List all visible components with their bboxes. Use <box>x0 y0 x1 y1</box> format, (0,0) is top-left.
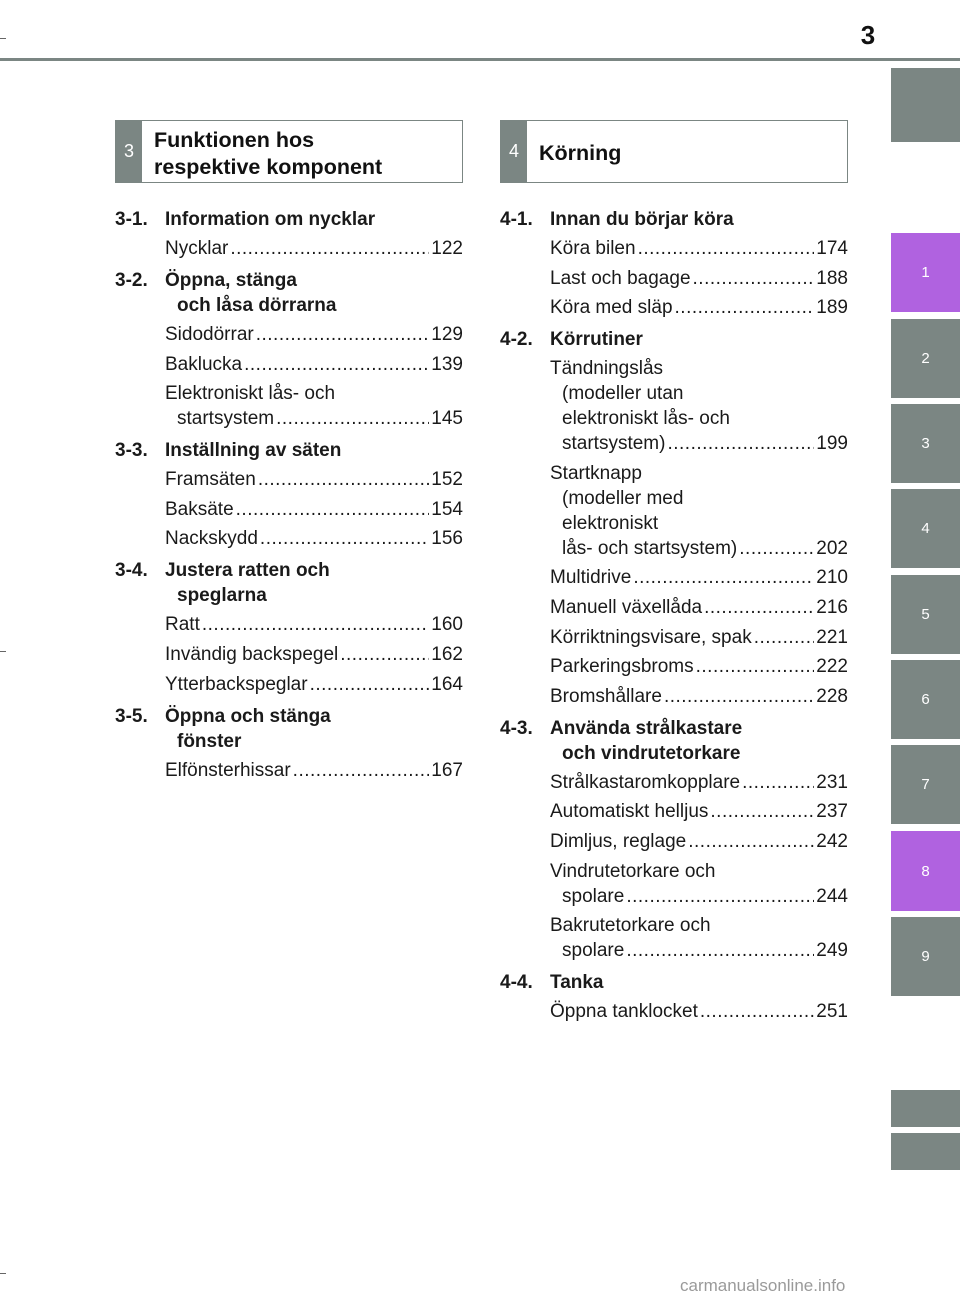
page-reference[interactable]: 251 <box>816 1001 848 1023</box>
toc-entry-text: (modeller utan <box>562 383 684 405</box>
toc-chapter[interactable] <box>500 716 848 766</box>
chapter-title-line: Använda strålkastare <box>550 717 743 739</box>
chapter-title-line: och låsa dörrarna <box>177 295 337 316</box>
chapter-title-line: Inställning av säten <box>165 440 342 462</box>
toc-entry[interactable] <box>550 461 848 561</box>
toc-chapter[interactable] <box>500 207 848 232</box>
toc-entry-text: (modeller med <box>562 487 684 509</box>
dot-leader <box>633 565 814 590</box>
dot-leader <box>667 431 814 456</box>
dot-leader <box>626 884 814 909</box>
toc-group <box>500 207 848 320</box>
page-reference[interactable]: 189 <box>816 297 848 319</box>
chapter-tab-5[interactable] <box>891 575 960 654</box>
chapter-title <box>165 207 463 232</box>
toc-entry-line <box>550 770 848 795</box>
toc-chapter[interactable] <box>115 438 463 463</box>
toc-entry-line <box>550 511 848 536</box>
toc-entry-text: lås- och startsystem) <box>562 537 738 559</box>
chapter-tab-label: 2 <box>921 350 930 367</box>
dot-leader <box>230 236 429 261</box>
dot-leader <box>693 266 815 291</box>
chapter-tab-6[interactable] <box>891 660 960 739</box>
toc-entry-text: Strålkastaromkopplare <box>550 771 741 793</box>
dot-leader <box>688 829 814 854</box>
toc-entry-text: Elektroniskt lås- och <box>165 383 336 405</box>
toc-entry[interactable] <box>550 236 848 261</box>
toc-entry-line <box>550 461 848 486</box>
chapter-number: 4-1. <box>500 209 533 230</box>
dot-leader <box>626 938 814 963</box>
toc-entry-text: startsystem <box>177 408 275 430</box>
toc-entry-text: elektroniskt lås- och <box>562 408 730 430</box>
page-reference[interactable]: 174 <box>816 238 848 259</box>
toc-entry[interactable] <box>550 913 848 963</box>
toc-group <box>500 970 848 1024</box>
section-title-line: Körning <box>539 141 622 165</box>
dot-leader <box>710 799 814 824</box>
toc-entry-text: Startknapp <box>550 462 642 484</box>
toc-entry-line <box>165 497 463 522</box>
toc-chapter[interactable] <box>115 704 463 754</box>
dot-leader <box>236 497 430 522</box>
dot-leader <box>293 758 430 783</box>
section-title-line: Funktionen hos <box>154 127 315 152</box>
section-title <box>527 121 631 182</box>
toc-chapter[interactable] <box>115 207 463 232</box>
toc-entry[interactable] <box>550 859 848 909</box>
toc-group <box>115 207 463 261</box>
page-reference[interactable]: 249 <box>816 940 848 962</box>
chapter-tab-label: 7 <box>921 776 930 793</box>
dot-leader <box>664 684 814 709</box>
toc-entry[interactable] <box>165 526 463 551</box>
chapter-title <box>165 704 463 754</box>
crop-mark <box>0 651 6 652</box>
page-reference[interactable]: 221 <box>816 626 848 648</box>
page-reference[interactable]: 188 <box>816 267 848 289</box>
chapter-number: 4-4. <box>500 972 533 994</box>
dot-leader <box>696 654 815 679</box>
toc-entry[interactable] <box>550 565 848 590</box>
page-reference[interactable]: 242 <box>816 830 848 852</box>
toc-entry-line <box>550 859 848 884</box>
toc-entry[interactable] <box>165 236 463 261</box>
chapter-tabs <box>891 0 960 1303</box>
page-reference[interactable]: 199 <box>816 433 848 455</box>
toc-entry-text: Elfönsterhissar <box>165 759 291 781</box>
chapter-title-line: Information om nycklar <box>165 209 376 230</box>
toc-entry-line <box>550 938 848 963</box>
toc-entry-line <box>550 799 848 824</box>
toc-entry-line <box>550 654 848 679</box>
toc-entry-line <box>550 565 848 590</box>
toc-entry-text: Ratt <box>165 614 200 636</box>
chapter-tab-label: 9 <box>921 948 930 965</box>
page-reference[interactable]: 244 <box>816 885 848 907</box>
dot-leader <box>675 295 815 320</box>
toc-entry-line <box>550 595 848 620</box>
toc-entry-line <box>550 913 848 938</box>
toc-entry-line <box>550 829 848 854</box>
toc-entry[interactable] <box>550 595 848 620</box>
dot-leader <box>754 625 815 650</box>
chapter-title <box>550 327 848 352</box>
toc-entry-line <box>550 381 848 406</box>
toc-entry-line <box>550 266 848 291</box>
page-reference[interactable]: 210 <box>816 567 848 589</box>
toc-entry[interactable] <box>550 295 848 320</box>
section-header <box>115 120 463 183</box>
toc-entry-text: elektroniskt <box>562 512 659 534</box>
chapter-tab-label: 4 <box>921 520 930 537</box>
toc-group <box>500 716 848 963</box>
page-reference[interactable]: 139 <box>431 353 463 375</box>
toc-entry-line <box>165 467 463 492</box>
toc-entry-line <box>550 236 848 261</box>
toc-entry-text: Bakrutetorkare och <box>550 915 711 937</box>
chapter-tab-4[interactable] <box>891 489 960 568</box>
page-number: 3 <box>860 20 876 50</box>
toc-entry-text: Nackskydd <box>165 528 258 550</box>
toc-entry-line <box>165 758 463 783</box>
toc-group <box>500 327 848 709</box>
dot-leader <box>739 536 814 561</box>
toc-chapter[interactable] <box>500 327 848 352</box>
toc-entry-text: startsystem) <box>562 433 666 455</box>
toc-list <box>115 207 463 783</box>
toc-entry-text: Körriktningsvisare, spak <box>550 626 752 648</box>
chapter-tab-2[interactable] <box>891 319 960 398</box>
dot-leader <box>256 322 430 347</box>
toc-group <box>115 268 463 431</box>
chapter-title-line: Justera ratten och <box>165 560 330 582</box>
chapter-tab-label: 1 <box>921 264 930 281</box>
page-reference[interactable]: 156 <box>431 528 463 550</box>
toc-entry-text: Baksäte <box>165 498 234 520</box>
page-reference[interactable]: 216 <box>816 596 848 618</box>
toc-entry[interactable] <box>550 829 848 854</box>
chapter-number: 3-1. <box>115 209 148 230</box>
page-reference[interactable]: 228 <box>816 685 848 707</box>
section-4-column <box>500 120 848 1031</box>
dot-leader <box>244 352 429 377</box>
chapter-tab-label: 8 <box>921 862 930 880</box>
chapter-number: 3-5. <box>115 705 148 727</box>
section-number: 3 <box>116 121 142 182</box>
toc-entry-line <box>550 406 848 431</box>
toc-entry-text: Manuell växellåda <box>550 596 703 618</box>
toc-entry[interactable] <box>165 467 463 492</box>
toc-entry-text: Ytterbackspeglar <box>165 673 308 695</box>
toc-entry[interactable] <box>165 612 463 637</box>
dot-leader <box>202 612 429 637</box>
page-reference[interactable]: 160 <box>431 614 463 636</box>
chapter-tab[interactable] <box>891 1090 960 1127</box>
toc-entry-text: Automatiskt helljus <box>550 801 709 823</box>
toc-entry-text: Köra bilen <box>550 238 636 259</box>
section-3-column <box>115 120 463 790</box>
chapter-tab-9[interactable] <box>891 917 960 996</box>
toc-entry-line <box>550 486 848 511</box>
page-reference[interactable]: 164 <box>431 673 463 695</box>
chapter-number: 3-4. <box>115 560 148 582</box>
crop-mark <box>0 1273 6 1274</box>
chapter-title-line: fönster <box>177 730 242 752</box>
toc-entry-text: Vindrutetorkare och <box>550 860 716 882</box>
toc-entry-line <box>165 406 463 431</box>
toc-entry[interactable] <box>550 799 848 824</box>
toc-entry-text: Invändig backspegel <box>165 643 339 665</box>
page-reference[interactable]: 231 <box>816 771 848 793</box>
dot-leader <box>700 999 814 1024</box>
chapter-title <box>550 207 848 232</box>
toc-group <box>115 558 463 696</box>
page-reference[interactable]: 154 <box>431 498 463 520</box>
dot-leader <box>260 526 429 551</box>
chapter-number: 3-2. <box>115 270 148 291</box>
toc-entry-text: spolare <box>562 885 625 907</box>
toc-entry-line <box>550 431 848 456</box>
toc-entry[interactable] <box>550 684 848 709</box>
toc-entry[interactable] <box>550 999 848 1024</box>
toc-entry-text: Framsäten <box>165 469 256 491</box>
page-reference[interactable]: 152 <box>431 469 463 491</box>
section-title <box>142 121 392 182</box>
toc-entry[interactable] <box>550 770 848 795</box>
toc-entry-text: Öppna tanklocket <box>550 1001 698 1023</box>
chapter-tab[interactable] <box>891 1133 960 1170</box>
toc-entry[interactable] <box>165 381 463 431</box>
chapter-tab-label: 5 <box>921 606 930 623</box>
dot-leader <box>340 642 429 667</box>
toc-entry-line <box>550 536 848 561</box>
toc-entry-text: Multidrive <box>550 567 632 589</box>
toc-entry-line <box>165 322 463 347</box>
section-title-line: respektive komponent <box>154 154 383 179</box>
toc-entry-text: Tändningslås <box>550 358 664 380</box>
toc-entry-line <box>550 884 848 909</box>
toc-entry-line <box>165 236 463 261</box>
dot-leader <box>704 595 814 620</box>
dot-leader <box>742 770 814 795</box>
toc-entry[interactable] <box>165 322 463 347</box>
toc-entry-text: Baklucka <box>165 353 243 375</box>
toc-entry[interactable] <box>165 758 463 783</box>
toc-entry-line <box>550 999 848 1024</box>
chapter-title-line: Innan du börjar köra <box>550 209 734 230</box>
toc-entry[interactable] <box>550 266 848 291</box>
toc-entry-line <box>165 672 463 697</box>
toc-entry-line <box>165 352 463 377</box>
toc-entry-line <box>165 526 463 551</box>
chapter-title-line: speglarna <box>177 585 267 607</box>
chapter-tab-3[interactable] <box>891 404 960 483</box>
chapter-tab-7[interactable] <box>891 745 960 824</box>
toc-entry-text: Köra med släp <box>550 297 673 319</box>
chapter-title <box>165 268 463 318</box>
toc-entry-line <box>165 381 463 406</box>
chapter-title <box>165 438 463 463</box>
chapter-number: 3-3. <box>115 440 148 462</box>
page-reference[interactable]: 202 <box>816 537 848 559</box>
chapter-title <box>550 716 848 766</box>
chapter-title <box>165 558 463 608</box>
toc-entry[interactable] <box>550 356 848 456</box>
toc-entry-text: Parkeringsbroms <box>550 656 694 678</box>
chapter-tab-label: 3 <box>921 435 930 452</box>
dot-leader <box>310 672 430 697</box>
section-number: 4 <box>501 121 527 182</box>
chapter-title-line: och vindrutetorkare <box>562 742 741 764</box>
page-reference[interactable]: 129 <box>431 324 463 345</box>
toc-entry-line <box>550 684 848 709</box>
toc-entry-text: Sidodörrar <box>165 324 254 345</box>
chapter-tab[interactable] <box>891 68 960 142</box>
page-reference[interactable]: 167 <box>431 759 463 781</box>
chapter-title-line: Tanka <box>550 972 604 994</box>
watermark: carmanualsonline.info <box>680 1276 846 1295</box>
toc-entry-line <box>550 625 848 650</box>
toc-chapter[interactable] <box>500 970 848 995</box>
toc-group <box>115 438 463 551</box>
toc-group <box>115 704 463 783</box>
chapter-number: 4-2. <box>500 329 533 351</box>
toc-entry-line <box>165 642 463 667</box>
dot-leader <box>258 467 429 492</box>
toc-chapter[interactable] <box>115 268 463 318</box>
toc-entry[interactable] <box>165 497 463 522</box>
toc-entry[interactable] <box>165 672 463 697</box>
chapter-title <box>550 970 848 995</box>
toc-entry-line <box>550 295 848 320</box>
toc-entry[interactable] <box>550 625 848 650</box>
crop-mark <box>0 38 6 39</box>
toc-chapter[interactable] <box>115 558 463 608</box>
chapter-title-line: Körrutiner <box>550 329 643 351</box>
toc-entry[interactable] <box>165 352 463 377</box>
chapter-tab-8[interactable] <box>891 831 960 911</box>
page-reference[interactable]: 145 <box>431 408 463 430</box>
chapter-tab-1[interactable] <box>891 233 960 312</box>
chapter-title-line: Öppna och stänga <box>165 705 331 727</box>
chapter-tab-label: 6 <box>921 691 930 708</box>
page-reference[interactable]: 237 <box>816 801 848 823</box>
page-reference[interactable]: 222 <box>816 656 848 678</box>
header-rule <box>0 58 960 61</box>
toc-entry-text: Dimljus, reglage <box>550 830 687 852</box>
dot-leader <box>638 236 815 261</box>
toc-entry[interactable] <box>550 654 848 679</box>
toc-entry[interactable] <box>165 642 463 667</box>
toc-entry-text: Bromshållare <box>550 685 662 707</box>
toc-entry-text: Last och bagage <box>550 267 691 289</box>
page-reference[interactable]: 122 <box>431 238 463 259</box>
toc-entry-line <box>165 612 463 637</box>
toc-entry-text: Nycklar <box>165 238 229 259</box>
chapter-number: 4-3. <box>500 717 533 739</box>
toc-entry-text: spolare <box>562 940 625 962</box>
dot-leader <box>276 406 429 431</box>
toc-list <box>500 207 848 1024</box>
section-header <box>500 120 848 183</box>
toc-entry-line <box>550 356 848 381</box>
chapter-title-line: Öppna, stänga <box>165 270 297 291</box>
page-reference[interactable]: 162 <box>431 643 463 665</box>
